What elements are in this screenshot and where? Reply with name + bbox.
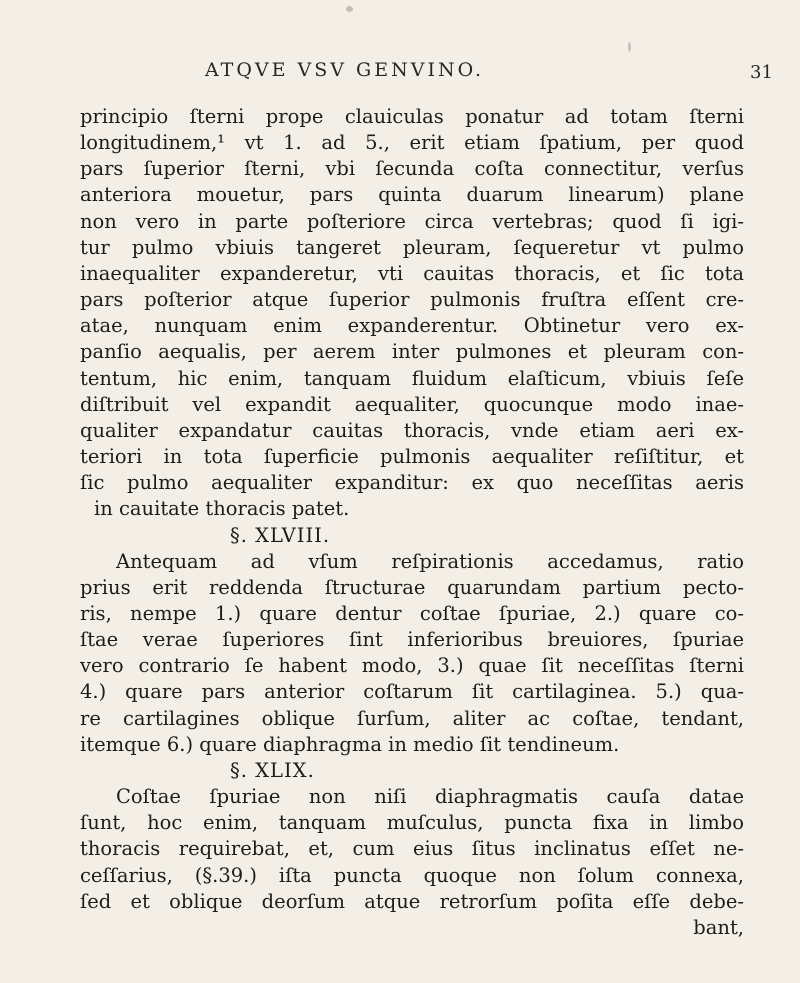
- text-line: thoracis requirebat, et, cum eius ſitus inclinatus eſſet ne-: [80, 837, 744, 861]
- text-line: teriori in tota ſuperficie pulmonis aequaliter reſiſtitur, et: [80, 445, 744, 469]
- section-heading: §. XLIX.: [230, 758, 315, 782]
- text-line: Coſtae ſpuriae non niſi diaphragmatis cauſa datae: [116, 785, 744, 809]
- text-line: tur pulmo vbiuis tangeret pleuram, ſequeretur vt pulmo: [80, 235, 744, 259]
- text-line: atae, nunquam enim expanderentur. Obtinetur vero ex-: [80, 314, 744, 338]
- text-line: ris, nempe 1.) quare dentur coſtae ſpuriae, 2.) quare co-: [80, 601, 744, 625]
- paper-speck: [628, 42, 631, 52]
- text-line: ſtae verae ſuperiores ſint inferioribus breuiores, ſpuriae: [80, 628, 744, 652]
- section-heading: §. XLVIII.: [230, 523, 331, 547]
- text-line: pars ſuperior ſterni, vbi ſecunda coſta connectitur, verſus: [80, 157, 744, 181]
- text-line: vero contrario ſe habent modo, 3.) quae ſit neceſſitas ſterni: [80, 654, 744, 678]
- catchword: bant,: [693, 915, 744, 939]
- text-line: anteriora mouetur, pars quinta duarum linearum) plane: [80, 183, 744, 207]
- text-line: 4.) quare pars anterior coſtarum ſit cartilaginea. 5.) qua-: [80, 680, 744, 704]
- text-line: prius erit reddenda ſtructurae quarundam partium pecto-: [80, 575, 744, 599]
- text-line: Antequam ad vſum reſpirationis accedamus, ratio: [116, 549, 744, 573]
- paper-speck: [346, 6, 353, 12]
- text-line: pars poſterior atque ſuperior pulmonis fruſtra eſſent cre-: [80, 288, 744, 312]
- text-line: ceſſarius, (§.39.) iſta puncta quoque non ſolum connexa,: [80, 863, 744, 887]
- text-line: longitudinem,¹ vt 1. ad 5., erit etiam ſpatium, per quod: [80, 131, 744, 155]
- text-line: tentum, hic enim, tanquam fluidum elaſticum, vbiuis ſeſe: [80, 366, 744, 390]
- text-line: ſed et oblique deorſum atque retrorſum poſita eſſe debe-: [80, 889, 744, 913]
- body-text: [80, 104, 744, 941]
- text-line: ſic pulmo aequaliter expanditur: ex quo neceſſitas aeris: [80, 471, 744, 495]
- text-line: qualiter expandatur cauitas thoracis, vnde etiam aeri ex-: [80, 418, 744, 442]
- text-line: principio ſterni prope clauiculas ponatur ad totam ſterni: [80, 105, 744, 128]
- text-line: panſio aequalis, per aerem inter pulmones et pleuram con-: [80, 340, 744, 364]
- text-line: in cauitate thoracis patet.: [94, 497, 350, 521]
- text-line: non vero in parte poſteriore circa vertebras; quod ſi igi-: [80, 209, 744, 233]
- text-line: inaequaliter expanderetur, vti cauitas thoracis, et ſic tota: [80, 261, 744, 285]
- text-line: diſtribuit vel expandit aequaliter, quocunque modo inae-: [80, 392, 744, 416]
- text-line: itemque 6.) quare diaphragma in medio ſit tendineum.: [80, 732, 620, 756]
- text-line: ſunt, hoc enim, tanquam muſculus, puncta fixa in limbo: [80, 811, 744, 835]
- text-line: re cartilagines oblique ſurſum, aliter ac coſtae, tendant,: [80, 706, 744, 730]
- running-head: ATQVE VSV GENVINO.: [205, 59, 485, 81]
- page-number: 31: [750, 62, 773, 83]
